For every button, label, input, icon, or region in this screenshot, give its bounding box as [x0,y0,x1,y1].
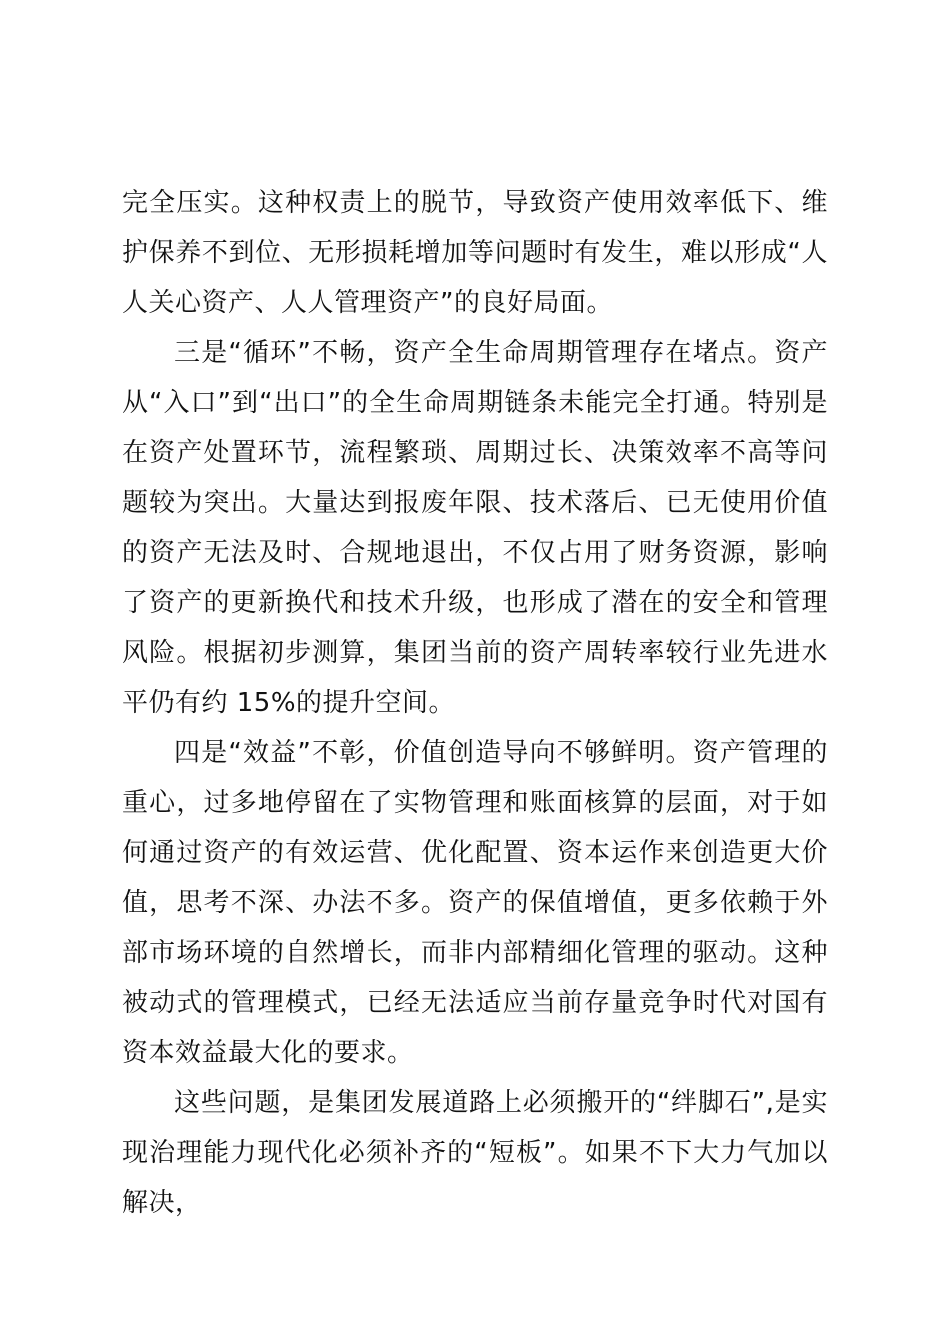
paragraph: 这些问题，是集团发展道路上必须搬开的“绊脚石”,是实现治理能力现代化必须补齐的“短板”。如果不下大力气加以解决， [122,1088,828,1218]
paragraph: 四是“效益”不彰，价值创造导向不够鲜明。资产管理的重心，过多地停留在了实物管理和账面核算的层面，对于如何通过资产的有效运营、优化配置、资本运作来创造更大价值，思考不深、办法不多。资产的保值增值，更多依赖于外部市场环境的自然增长，而非内部精细化管理的驱动。这种被动式的管理模式，已经无法适应当前存量竞争时代对国有资本效益最大化的要求。 [122,738,828,1068]
document-page [122,178,828,1228]
paragraph: 完全压实。这种权责上的脱节，导致资产使用效率低下、维护保养不到位、无形损耗增加等问题时有发生，难以形成“人人关心资产、人人管理资产”的良好局面。 [122,188,828,318]
paragraph: 三是“循环”不畅，资产全生命周期管理存在堵点。资产从“入口”到“出口”的全生命周期链条未能完全打通。特别是在资产处置环节，流程繁琐、周期过长、决策效率不高等问题较为突出。大量达到报废年限、技术落后、已无使用价值的资产无法及时、合规地退出，不仅占用了财务资源，影响了资产的更新换代和技术升级，也形成了潜在的安全和管理风险。根据初步测算，集团当前的资产周转率较行业先进水平仍有约 15%的提升空间。 [122,338,828,718]
